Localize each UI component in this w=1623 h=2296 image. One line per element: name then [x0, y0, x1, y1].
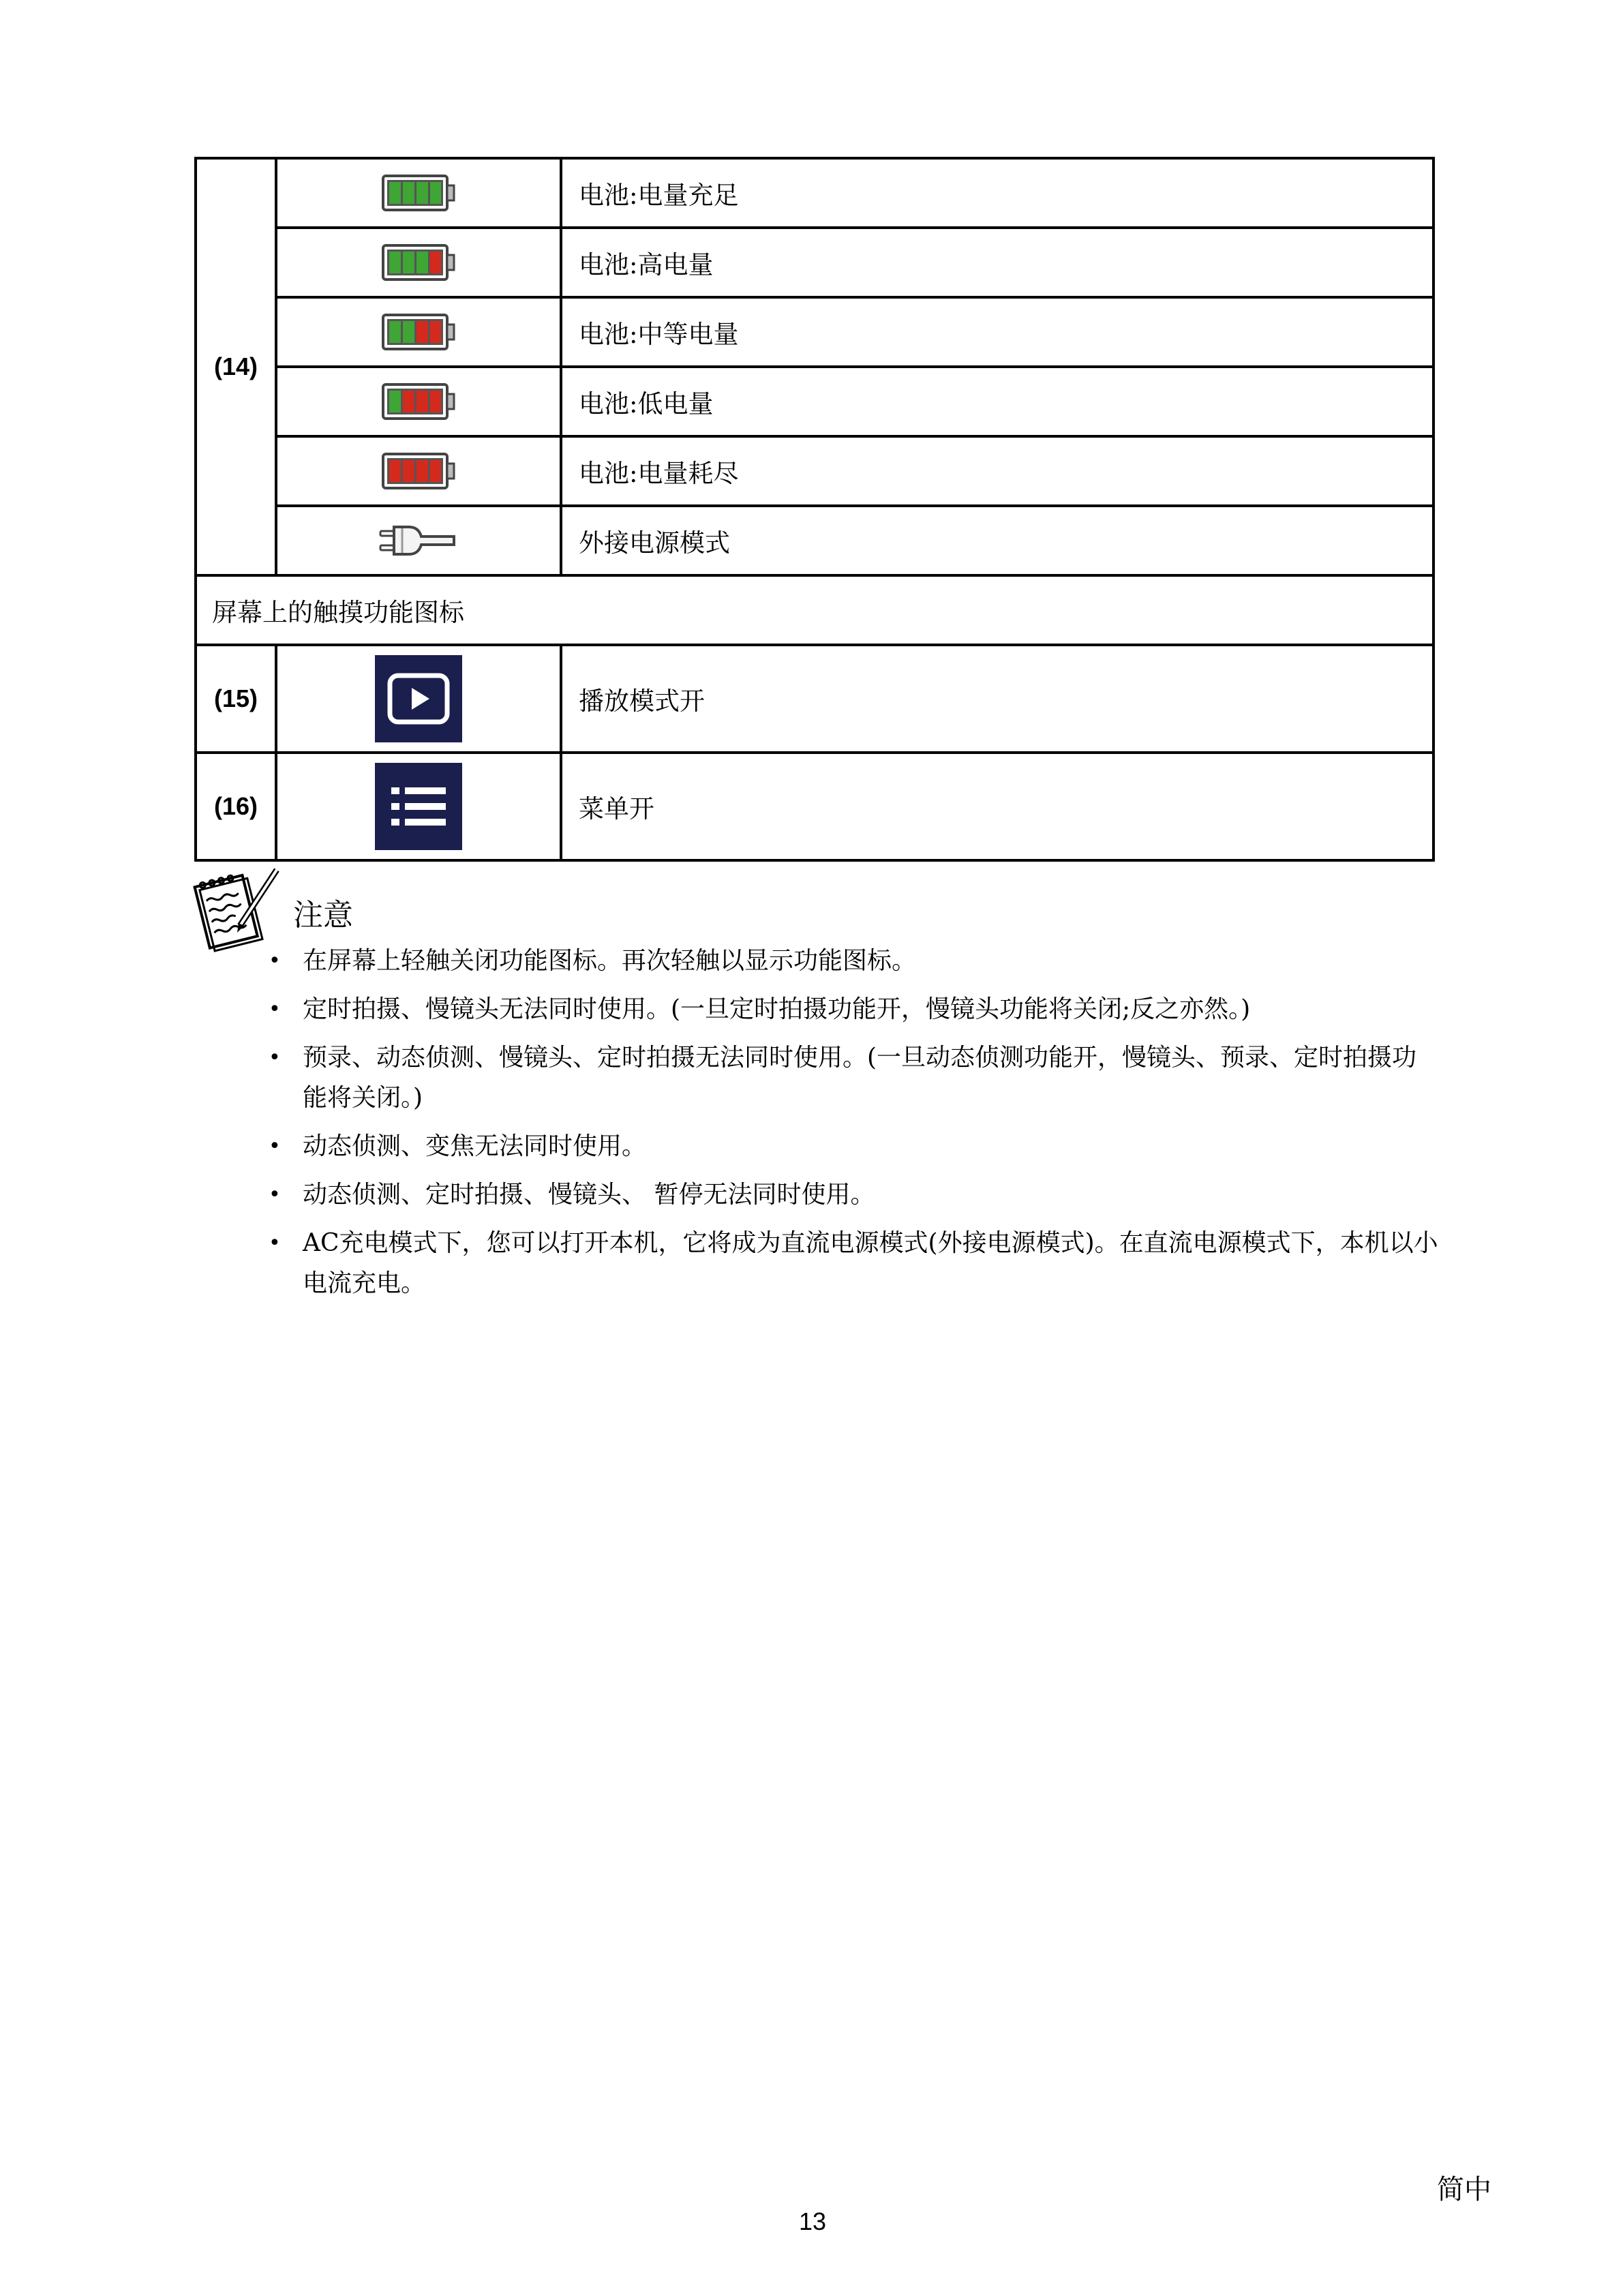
list-item: • 在屏幕上轻触关闭功能图标。再次轻触以显示功能图标。 [269, 941, 1441, 981]
table-row [196, 506, 1434, 575]
battery-low-label: 电池:低电量 [561, 367, 1434, 436]
table-row [196, 645, 1434, 753]
menu-list-icon [375, 763, 462, 850]
table-row [196, 367, 1434, 436]
table-row [196, 158, 1434, 228]
page-number: 13 [799, 2207, 827, 2235]
list-item: • 预录、动态侦测、慢镜头、定时拍摄无法同时使用。(一旦动态侦测功能开，慢镜头、预录、定时拍摄功能将关闭。) [269, 1038, 1441, 1118]
item-number: (16) [196, 753, 276, 860]
battery-empty-label: 电池:电量耗尽 [561, 436, 1434, 506]
battery-high-icon [381, 243, 456, 282]
table-row [196, 753, 1434, 860]
battery-full-label: 电池:电量充足 [561, 158, 1434, 228]
table-row [196, 436, 1434, 506]
notepad-pencil-icon [192, 864, 281, 953]
language-label: 简中 [1437, 2174, 1491, 2205]
battery-empty-icon [381, 452, 456, 490]
list-item: • 动态侦测、变焦无法同时使用。 [269, 1126, 1441, 1166]
list-item: • 定时拍摄、慢镜头无法同时使用。(一旦定时拍摄功能开，慢镜头功能将关闭;反之亦然。) [269, 989, 1441, 1029]
item-number: (15) [196, 645, 276, 753]
power-plug-label: 外接电源模式 [561, 506, 1434, 575]
list-item: • 动态侦测、定时拍摄、慢镜头、 暂停无法同时使用。 [269, 1175, 1441, 1215]
item-number: (14) [196, 158, 276, 575]
battery-medium-label: 电池:中等电量 [561, 297, 1434, 367]
icon-table [194, 157, 1435, 862]
battery-high-label: 电池:高电量 [561, 228, 1434, 297]
section-title: 屏幕上的触摸功能图标 [196, 575, 1434, 645]
playback-label: 播放模式开 [561, 645, 1434, 753]
playback-icon [375, 655, 462, 742]
power-plug-icon [378, 522, 459, 560]
battery-full-icon [381, 174, 456, 212]
table-row [196, 297, 1434, 367]
table-row [196, 228, 1434, 297]
list-item: • AC充电模式下，您可以打开本机，它将成为直流电源模式(外接电源模式)。在直流电源模式下，本机以小电流充电。 [269, 1223, 1441, 1303]
menu-label: 菜单开 [561, 753, 1434, 860]
note-title: 注意 [293, 898, 353, 933]
battery-medium-icon [381, 313, 456, 351]
battery-low-icon [381, 382, 456, 421]
note-list [269, 941, 1441, 1312]
table-row [196, 575, 1434, 645]
